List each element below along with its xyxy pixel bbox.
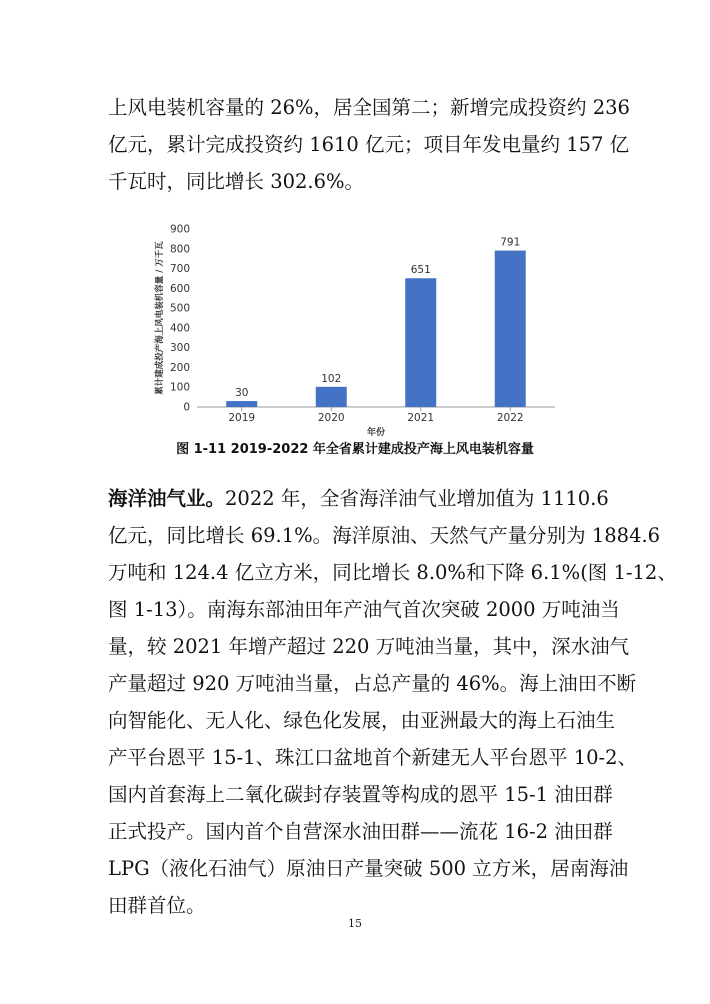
figure-caption: 图 1-11 2019-2022 年全省累计建成投产海上风电装机容量	[176, 442, 534, 457]
y-tick-label: 900	[169, 223, 190, 236]
text-line: 量，较 2021 年增产超过 220 万吨油当量，其中，深水油气	[108, 635, 630, 658]
x-tick-label: 2022	[496, 412, 524, 424]
bar-chart	[145, 222, 565, 437]
text-line: 向智能化、无人化、绿色化发展，由亚洲最大的海上石油生	[108, 709, 616, 732]
text-line	[108, 480, 609, 517]
y-tick-label: 100	[169, 381, 190, 394]
page-number: 15	[348, 917, 362, 930]
x-tick-label: 2021	[407, 412, 435, 424]
y-tick-label: 800	[169, 243, 190, 256]
text-line: 亿元，累计完成投资约 1610 亿元；项目年发电量约 157 亿	[108, 133, 630, 156]
text-line: 产平台恩平 15-1、珠江口盆地首个新建无人平台恩平 10-2、	[108, 746, 638, 769]
x-tick-label: 2019	[228, 412, 256, 424]
bar-data-label: 102	[321, 372, 342, 385]
y-tick-label: 300	[169, 342, 190, 355]
bar-data-label: 30	[235, 387, 249, 400]
bar-data-label: 651	[410, 264, 431, 277]
text-line: 田群首位。	[108, 894, 206, 917]
bar	[226, 401, 257, 407]
x-axis-title: 年份	[366, 428, 386, 437]
bar	[405, 278, 436, 407]
section-paragraph	[108, 480, 677, 924]
text-line: 产量超过 920 万吨油当量，占总产量的 46%。海上油田不断	[108, 672, 637, 695]
y-tick-label: 200	[169, 361, 190, 374]
y-axis-title: 累计建成投产海上风电装机容量 / 万千瓦	[155, 241, 165, 395]
bar	[316, 387, 347, 407]
text-line: 图 1-13）。南海东部油田年产油气首次突破 2000 万吨油当	[108, 598, 620, 621]
text-line: 亿元，同比增长 69.1%。海洋原油、天然气产量分别为 1884.6	[108, 524, 661, 547]
y-tick-label: 700	[169, 263, 190, 276]
section-lead: 海洋油气业。	[108, 487, 226, 510]
text-line: LPG（液化石油气）原油日产量突破 500 立方米，居南海油	[108, 857, 629, 880]
y-tick-label: 600	[169, 282, 190, 295]
x-tick-label: 2020	[317, 412, 345, 424]
intro-paragraph	[108, 89, 630, 200]
section-first-line: 2022 年，全省海洋油气业增加值为 1110.6	[225, 487, 609, 510]
y-tick-label: 400	[169, 322, 190, 335]
bar	[495, 251, 526, 407]
text-line: 千瓦时，同比增长 302.6%。	[108, 170, 365, 193]
text-line: 万吨和 124.4 亿立方米，同比增长 8.0%和下降 6.1%(图 1-12、	[108, 561, 677, 584]
text-line: 国内首套海上二氧化碳封存装置等构成的恩平 15-1 油田群	[108, 783, 613, 806]
y-tick-label: 500	[169, 302, 190, 315]
text-line: 正式投产。国内首个自营深水油田群——流花 16-2 油田群	[108, 820, 613, 843]
text-line: 上风电装机容量的 26%，居全国第二；新增完成投资约 236	[108, 96, 630, 119]
bar-data-label: 791	[500, 236, 521, 249]
y-tick-label: 0	[183, 401, 190, 414]
